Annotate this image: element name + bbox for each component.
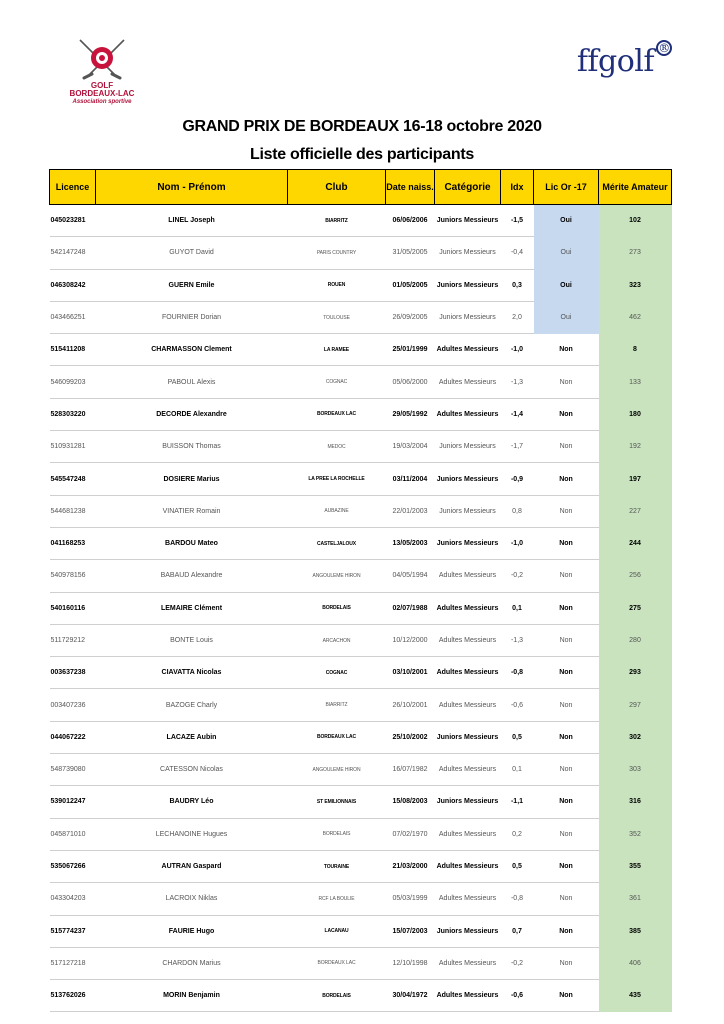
merit-cell: 406 [599, 947, 672, 979]
merit-cell: 192 [599, 431, 672, 463]
logo-line-2: BORDEAUX-LAC [69, 89, 135, 98]
name-cell: DOSIERE Marius [96, 463, 288, 495]
category-cell: Adultes Messieurs [435, 980, 501, 1012]
category-cell: Adultes Messieurs [435, 883, 501, 915]
club-cell: BIARRITZ [288, 205, 386, 237]
merit-cell: 102 [599, 205, 672, 237]
category-cell: Juniors Messieurs [435, 495, 501, 527]
licence-cell: 041168253 [50, 527, 96, 559]
table-row [50, 980, 672, 1012]
name-cell: LINEL Joseph [96, 205, 288, 237]
ffgolf-logo [576, 41, 672, 79]
index-cell: -1,3 [501, 366, 534, 398]
index-cell: 0,8 [501, 495, 534, 527]
index-cell: 0,3 [501, 269, 534, 301]
category-cell: Juniors Messieurs [435, 237, 501, 269]
name-cell: CIAVATTA Nicolas [96, 657, 288, 689]
index-cell: -1,0 [501, 334, 534, 366]
merit-cell: 303 [599, 754, 672, 786]
name-cell: GUERN Emile [96, 269, 288, 301]
table-row [50, 398, 672, 430]
category-cell: Adultes Messieurs [435, 754, 501, 786]
category-cell: Adultes Messieurs [435, 592, 501, 624]
club-cell: MEDOC [288, 431, 386, 463]
lic-or-cell: Non [534, 947, 599, 979]
licence-cell: 043466251 [50, 301, 96, 333]
lic-or-cell: Non [534, 915, 599, 947]
name-cell: LEMAIRE Clément [96, 592, 288, 624]
name-cell: FAURIE Hugo [96, 915, 288, 947]
category-cell: Juniors Messieurs [435, 527, 501, 559]
merit-cell: 256 [599, 560, 672, 592]
index-cell: -0,9 [501, 463, 534, 495]
index-cell: -1,7 [501, 431, 534, 463]
licence-cell: 046308242 [50, 269, 96, 301]
table-row [50, 721, 672, 753]
birthdate-cell: 26/09/2005 [386, 301, 435, 333]
merit-cell: 323 [599, 269, 672, 301]
table-row [50, 786, 672, 818]
merit-cell: 352 [599, 818, 672, 850]
name-cell: BONTE Louis [96, 624, 288, 656]
club-cell: LA RAMEE [288, 334, 386, 366]
club-cell: ARCACHON [288, 624, 386, 656]
licence-cell: 535067266 [50, 850, 96, 882]
name-cell: BAUDRY Léo [96, 786, 288, 818]
column-header-club: Club [288, 170, 386, 205]
club-cell: ROUEN [288, 269, 386, 301]
merit-cell: 302 [599, 721, 672, 753]
merit-cell: 133 [599, 366, 672, 398]
lic-or-cell: Non [534, 818, 599, 850]
column-header-idx: Idx [501, 170, 534, 205]
category-cell: Juniors Messieurs [435, 915, 501, 947]
birthdate-cell: 12/10/1998 [386, 947, 435, 979]
name-cell: CHARMASSON Clement [96, 334, 288, 366]
licence-cell: 540160116 [50, 592, 96, 624]
club-cell: BORDEAUX LAC [288, 398, 386, 430]
lic-or-cell: Non [534, 689, 599, 721]
name-cell: AUTRAN Gaspard [96, 850, 288, 882]
birthdate-cell: 19/03/2004 [386, 431, 435, 463]
index-cell: -1,4 [501, 398, 534, 430]
lic-or-cell: Oui [534, 301, 599, 333]
merit-cell: 361 [599, 883, 672, 915]
table-row [50, 947, 672, 979]
table-row [50, 237, 672, 269]
birthdate-cell: 04/05/1994 [386, 560, 435, 592]
lic-or-cell: Non [534, 980, 599, 1012]
birthdate-cell: 30/04/1972 [386, 980, 435, 1012]
name-cell: CHARDON Marius [96, 947, 288, 979]
club-cell: RCF LA BOULIE [288, 883, 386, 915]
table-row [50, 818, 672, 850]
lic-or-cell: Non [534, 786, 599, 818]
column-header-categorie: Catégorie [435, 170, 501, 205]
name-cell: BAZOGE Charly [96, 689, 288, 721]
table-row [50, 495, 672, 527]
crossed-clubs-icon [72, 36, 132, 82]
index-cell: 0,7 [501, 915, 534, 947]
lic-or-cell: Non [534, 431, 599, 463]
name-cell: LACAZE Aubin [96, 721, 288, 753]
category-cell: Adultes Messieurs [435, 947, 501, 979]
lic-or-cell: Non [534, 754, 599, 786]
index-cell: -0,8 [501, 657, 534, 689]
page-subtitle: Liste officielle des participants [250, 146, 474, 163]
licence-cell: 044067222 [50, 721, 96, 753]
column-header-nom-prenom: Nom - Prénom [96, 170, 288, 205]
birthdate-cell: 03/10/2001 [386, 657, 435, 689]
index-cell: 0,1 [501, 592, 534, 624]
licence-cell: 517127218 [50, 947, 96, 979]
merit-cell: 385 [599, 915, 672, 947]
name-cell: GUYOT David [96, 237, 288, 269]
birthdate-cell: 31/05/2005 [386, 237, 435, 269]
lic-or-cell: Non [534, 624, 599, 656]
merit-cell: 8 [599, 334, 672, 366]
category-cell: Adultes Messieurs [435, 850, 501, 882]
club-cell: LA PREE LA ROCHELLE [288, 463, 386, 495]
index-cell: -0,2 [501, 560, 534, 592]
club-cell: ST EMILIONNAIS [288, 786, 386, 818]
lic-or-cell: Non [534, 366, 599, 398]
licence-cell: 546099203 [50, 366, 96, 398]
licence-cell: 043304203 [50, 883, 96, 915]
category-cell: Juniors Messieurs [435, 301, 501, 333]
club-cell: TOULOUSE [288, 301, 386, 333]
merit-cell: 316 [599, 786, 672, 818]
birthdate-cell: 03/11/2004 [386, 463, 435, 495]
birthdate-cell: 06/06/2006 [386, 205, 435, 237]
lic-or-cell: Non [534, 334, 599, 366]
index-cell: 0,5 [501, 721, 534, 753]
merit-cell: 244 [599, 527, 672, 559]
birthdate-cell: 01/05/2005 [386, 269, 435, 301]
table-row [50, 592, 672, 624]
merit-cell: 293 [599, 657, 672, 689]
name-cell: CATESSON Nicolas [96, 754, 288, 786]
name-cell: MORIN Benjamin [96, 980, 288, 1012]
table-row [50, 689, 672, 721]
merit-cell: 280 [599, 624, 672, 656]
birthdate-cell: 15/08/2003 [386, 786, 435, 818]
club-cell: ANGOULEME HIRON [288, 560, 386, 592]
birthdate-cell: 25/10/2002 [386, 721, 435, 753]
lic-or-cell: Oui [534, 237, 599, 269]
lic-or-cell: Oui [534, 269, 599, 301]
category-cell: Juniors Messieurs [435, 269, 501, 301]
licence-cell: 045023281 [50, 205, 96, 237]
index-cell: 2,0 [501, 301, 534, 333]
column-header-licence: Licence [50, 170, 96, 205]
participants-table [49, 169, 672, 1012]
logo-line-3: Association sportive [72, 99, 132, 105]
registered-mark-icon: ® [656, 40, 672, 56]
birthdate-cell: 25/01/1999 [386, 334, 435, 366]
merit-cell: 435 [599, 980, 672, 1012]
table-row [50, 560, 672, 592]
name-cell: LACROIX Niklas [96, 883, 288, 915]
birthdate-cell: 13/05/2003 [386, 527, 435, 559]
merit-cell: 180 [599, 398, 672, 430]
lic-or-cell: Non [534, 560, 599, 592]
table-header-row [50, 170, 672, 205]
licence-cell: 548739080 [50, 754, 96, 786]
table-row [50, 624, 672, 656]
index-cell: -0,6 [501, 980, 534, 1012]
table-row [50, 463, 672, 495]
club-cell: BIARRITZ [288, 689, 386, 721]
table-row [50, 657, 672, 689]
category-cell: Juniors Messieurs [435, 431, 501, 463]
licence-cell: 511729212 [50, 624, 96, 656]
merit-cell: 227 [599, 495, 672, 527]
club-cell: BORDELAIS [288, 980, 386, 1012]
index-cell: -1,5 [501, 205, 534, 237]
club-cell: BORDEAUX LAC [288, 947, 386, 979]
name-cell: BUISSON Thomas [96, 431, 288, 463]
name-cell: DECORDE Alexandre [96, 398, 288, 430]
club-cell: LACANAU [288, 915, 386, 947]
index-cell: 0,5 [501, 850, 534, 882]
category-cell: Adultes Messieurs [435, 624, 501, 656]
table-row [50, 269, 672, 301]
licence-cell: 513762026 [50, 980, 96, 1012]
licence-cell: 003407236 [50, 689, 96, 721]
licence-cell: 540978156 [50, 560, 96, 592]
category-cell: Adultes Messieurs [435, 398, 501, 430]
name-cell: BARDOU Mateo [96, 527, 288, 559]
club-cell: BORDELAIS [288, 592, 386, 624]
club-cell: AUBAZINE [288, 495, 386, 527]
club-cell: COGNAC [288, 366, 386, 398]
club-cell: CASTELJALOUX [288, 527, 386, 559]
name-cell: PABOUL Alexis [96, 366, 288, 398]
golf-bordeaux-lac-logo [62, 36, 142, 108]
index-cell: 0,1 [501, 754, 534, 786]
birthdate-cell: 21/03/2000 [386, 850, 435, 882]
lic-or-cell: Non [534, 883, 599, 915]
licence-cell: 045871010 [50, 818, 96, 850]
table-row [50, 754, 672, 786]
index-cell: -0,4 [501, 237, 534, 269]
index-cell: -0,2 [501, 947, 534, 979]
club-cell: PARIS COUNTRY [288, 237, 386, 269]
lic-or-cell: Non [534, 463, 599, 495]
name-cell: VINATIER Romain [96, 495, 288, 527]
category-cell: Adultes Messieurs [435, 657, 501, 689]
birthdate-cell: 26/10/2001 [386, 689, 435, 721]
merit-cell: 197 [599, 463, 672, 495]
lic-or-cell: Non [534, 850, 599, 882]
lic-or-cell: Non [534, 495, 599, 527]
birthdate-cell: 16/07/1982 [386, 754, 435, 786]
table-row [50, 366, 672, 398]
birthdate-cell: 29/05/1992 [386, 398, 435, 430]
birthdate-cell: 02/07/1988 [386, 592, 435, 624]
merit-cell: 462 [599, 301, 672, 333]
column-header-lic-or: Lic Or -17 [534, 170, 599, 205]
birthdate-cell: 22/01/2003 [386, 495, 435, 527]
name-cell: FOURNIER Dorian [96, 301, 288, 333]
index-cell: -1,0 [501, 527, 534, 559]
merit-cell: 273 [599, 237, 672, 269]
licence-cell: 544681238 [50, 495, 96, 527]
licence-cell: 539012247 [50, 786, 96, 818]
index-cell: -0,6 [501, 689, 534, 721]
lic-or-cell: Non [534, 657, 599, 689]
table-row [50, 915, 672, 947]
name-cell: LECHANOINE Hugues [96, 818, 288, 850]
lic-or-cell: Non [534, 721, 599, 753]
table-row [50, 205, 672, 237]
lic-or-cell: Non [534, 592, 599, 624]
club-cell: COGNAC [288, 657, 386, 689]
merit-cell: 297 [599, 689, 672, 721]
category-cell: Adultes Messieurs [435, 334, 501, 366]
participants-table-body [50, 205, 672, 1012]
table-row [50, 883, 672, 915]
lic-or-cell: Oui [534, 205, 599, 237]
table-row [50, 527, 672, 559]
category-cell: Juniors Messieurs [435, 463, 501, 495]
birthdate-cell: 10/12/2000 [386, 624, 435, 656]
licence-cell: 510931281 [50, 431, 96, 463]
column-header-merite-amateur: Mérite Amateur [599, 170, 672, 205]
lic-or-cell: Non [534, 527, 599, 559]
category-cell: Adultes Messieurs [435, 366, 501, 398]
index-cell: -0,8 [501, 883, 534, 915]
birthdate-cell: 07/02/1970 [386, 818, 435, 850]
category-cell: Adultes Messieurs [435, 818, 501, 850]
index-cell: 0,2 [501, 818, 534, 850]
category-cell: Adultes Messieurs [435, 689, 501, 721]
birthdate-cell: 15/07/2003 [386, 915, 435, 947]
category-cell: Juniors Messieurs [435, 721, 501, 753]
club-cell: ANGOULEME HIRON [288, 754, 386, 786]
club-cell: BORDELAIS [288, 818, 386, 850]
logo-line-1: GOLF [90, 81, 114, 90]
licence-cell: 515774237 [50, 915, 96, 947]
table-row [50, 431, 672, 463]
index-cell: -1,1 [501, 786, 534, 818]
ffgolf-logo-text: ffgolf [576, 44, 654, 79]
page-title: GRAND PRIX DE BORDEAUX 16-18 octobre 2020 [182, 118, 542, 135]
category-cell: Juniors Messieurs [435, 205, 501, 237]
index-cell: -1,3 [501, 624, 534, 656]
licence-cell: 542147248 [50, 237, 96, 269]
birthdate-cell: 05/06/2000 [386, 366, 435, 398]
category-cell: Juniors Messieurs [435, 786, 501, 818]
name-cell: BABAUD Alexandre [96, 560, 288, 592]
table-row [50, 334, 672, 366]
licence-cell: 003637238 [50, 657, 96, 689]
birthdate-cell: 05/03/1999 [386, 883, 435, 915]
club-cell: BORDEAUX LAC [288, 721, 386, 753]
licence-cell: 545547248 [50, 463, 96, 495]
club-cell: TOURAINE [288, 850, 386, 882]
lic-or-cell: Non [534, 398, 599, 430]
licence-cell: 528303220 [50, 398, 96, 430]
column-header-date-naiss: Date naiss. [386, 170, 435, 205]
licence-cell: 515411208 [50, 334, 96, 366]
merit-cell: 355 [599, 850, 672, 882]
table-row [50, 850, 672, 882]
merit-cell: 275 [599, 592, 672, 624]
table-row [50, 301, 672, 333]
category-cell: Adultes Messieurs [435, 560, 501, 592]
